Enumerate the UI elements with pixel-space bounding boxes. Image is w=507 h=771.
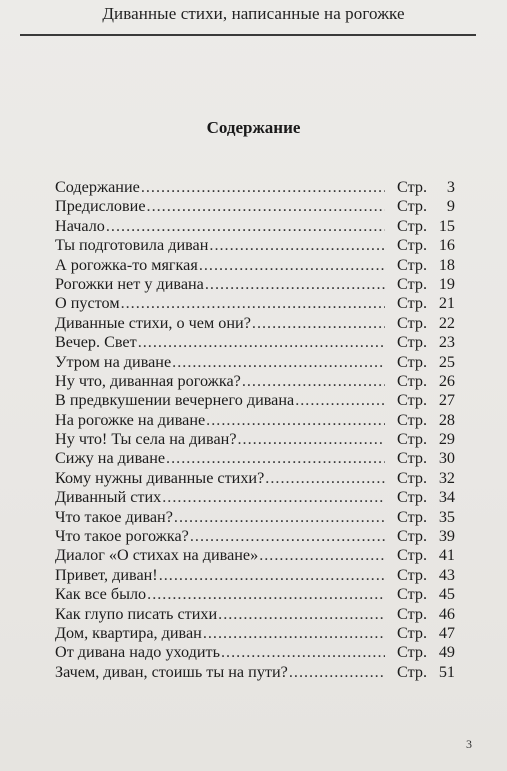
toc-entry-title: Диванный стих [55, 488, 162, 507]
toc-entry-leader [55, 275, 385, 294]
toc-entry-page-label: Стр. [397, 430, 427, 449]
toc-entry [55, 449, 455, 468]
toc-entry-page-number: 34 [438, 488, 455, 507]
toc-entry [55, 353, 455, 372]
toc-entry-leader [55, 411, 385, 430]
dot-leader [141, 178, 385, 197]
toc-entry-page-number: 16 [438, 236, 455, 255]
toc-entry [55, 643, 455, 662]
toc-entry-leader [55, 217, 385, 236]
dot-leader [190, 527, 385, 546]
toc-entry [55, 197, 455, 216]
toc-entry-page-number: 39 [438, 527, 455, 546]
toc-entry [55, 546, 455, 565]
toc-entry-title: Диванные стихи, о чем они? [55, 313, 251, 332]
toc-entry [55, 275, 455, 294]
toc-entry [55, 178, 455, 197]
toc-entry-title: На рогожке на диване [55, 410, 206, 429]
toc-entry-page-number: 18 [438, 255, 455, 274]
toc-entry-page-label: Стр. [397, 216, 427, 235]
toc-entry-page-label: Стр. [397, 197, 427, 216]
dot-leader [138, 333, 385, 352]
toc-entry-page-label: Стр. [397, 236, 427, 255]
toc-entry-leader [55, 333, 385, 352]
toc-entry [55, 624, 455, 643]
toc-entry-page-number: 19 [438, 274, 455, 293]
toc-entry-page-number: 30 [438, 449, 455, 468]
dot-leader [221, 643, 385, 662]
toc-entry-page-label: Стр. [397, 333, 427, 352]
toc-entry-page-number: 23 [438, 333, 455, 352]
toc-entry-title: Ты подготовила диван [55, 236, 209, 255]
dot-leader [209, 236, 385, 255]
dot-leader [295, 391, 385, 410]
toc-entry-title: Зачем, диван, стоишь ты на пути? [55, 662, 288, 681]
toc-entry [55, 430, 455, 449]
toc-entry-title: Сижу на диване [55, 449, 166, 468]
toc-entry-page-number: 15 [438, 216, 455, 235]
toc-entry-page-label: Стр. [397, 449, 427, 468]
toc-entry-leader [55, 314, 385, 333]
toc-entry [55, 372, 455, 391]
toc-entry-page-label: Стр. [397, 294, 427, 313]
toc-entry-page-number: 27 [438, 391, 455, 410]
toc-entry-leader [55, 353, 385, 372]
dot-leader [106, 217, 385, 236]
header-rule [20, 34, 476, 36]
dot-leader [172, 353, 385, 372]
toc-entry-leader [55, 449, 385, 468]
toc-entry-page-number: 26 [438, 371, 455, 390]
toc-entry [55, 566, 455, 585]
toc-entry-leader [55, 643, 385, 662]
toc-entry-page-label: Стр. [397, 662, 427, 681]
toc-entry-title: Утром на диване [55, 352, 172, 371]
toc-entry-page-label: Стр. [397, 391, 427, 410]
toc-entry [55, 294, 455, 313]
toc-entry-title: В предвкушении вечернего дивана [55, 391, 295, 410]
toc-entry-page-label: Стр. [397, 546, 427, 565]
toc-entry-page-number: 22 [438, 313, 455, 332]
toc-entry-leader [55, 663, 385, 682]
toc-entry [55, 527, 455, 546]
running-header: Диванные стихи, написанные на рогожке [102, 4, 405, 23]
page-number: 3 [466, 737, 472, 751]
toc-entry-page-number: 41 [438, 546, 455, 565]
toc-entry-page-number: 9 [446, 197, 455, 216]
dot-leader [242, 372, 385, 391]
toc-entry-page-label: Стр. [397, 371, 427, 390]
dot-leader [238, 430, 386, 449]
toc-entry-title: Начало [55, 216, 105, 235]
toc-entry-page-label: Стр. [397, 274, 427, 293]
toc-entry-title: Что такое рогожка? [55, 527, 189, 546]
toc-entry-page-label: Стр. [397, 313, 427, 332]
dot-leader [218, 605, 385, 624]
toc-entry-title: А рогожка-то мягкая [55, 255, 198, 274]
toc-entry-page-label: Стр. [397, 488, 427, 507]
dot-leader [162, 488, 385, 507]
toc-entry-title: Что такое диван? [55, 507, 173, 526]
toc-entry-page-number: 35 [438, 507, 455, 526]
toc-entry-page-label: Стр. [397, 507, 427, 526]
toc-entry-page-number: 28 [438, 410, 455, 429]
dot-leader [159, 566, 385, 585]
toc-entry [55, 333, 455, 352]
toc-entry-title: Диалог «О стихах на диване» [55, 546, 259, 565]
toc-entry-page-label: Стр. [397, 565, 427, 584]
toc-entry-leader [55, 197, 385, 216]
toc-entry-title: Содержание [55, 178, 140, 196]
dot-leader [265, 469, 385, 488]
toc-entry [55, 391, 455, 410]
toc-entry-page-label: Стр. [397, 585, 427, 604]
dot-leader [166, 449, 385, 468]
toc-entry-page-number: 3 [446, 178, 455, 196]
toc-entry [55, 508, 455, 527]
dot-leader [147, 585, 385, 604]
toc-entry-page-label: Стр. [397, 623, 427, 642]
toc-entry-leader [55, 469, 385, 488]
toc-entry-title: От дивана надо уходить [55, 643, 220, 662]
toc-entry-page-number: 25 [438, 352, 455, 371]
toc-entry-leader [55, 294, 385, 313]
toc-entry-title: Ну что! Ты села на диван? [55, 430, 237, 449]
toc-entry [55, 217, 455, 236]
table-of-contents [55, 178, 455, 682]
toc-entry [55, 256, 455, 275]
toc-entry-leader [55, 256, 385, 275]
toc-entry-leader [55, 566, 385, 585]
toc-entry-page-label: Стр. [397, 255, 427, 274]
dot-leader [121, 294, 385, 313]
dot-leader [259, 546, 385, 565]
dot-leader [147, 197, 385, 216]
toc-entry [55, 469, 455, 488]
toc-entry-title: Дом, квартира, диван [55, 623, 202, 642]
toc-entry-leader [55, 546, 385, 565]
toc-entry [55, 488, 455, 507]
toc-entry-title: Как все было [55, 585, 147, 604]
toc-entry-page-label: Стр. [397, 468, 427, 487]
toc-entry-page-label: Стр. [397, 178, 427, 196]
toc-entry-page-number: 47 [438, 623, 455, 642]
toc-entry-title: Кому нужны диванные стихи? [55, 468, 265, 487]
toc-entry-page-label: Стр. [397, 527, 427, 546]
toc-entry-leader [55, 430, 385, 449]
toc-entry-leader [55, 585, 385, 604]
dot-leader [199, 256, 385, 275]
toc-entry-leader [55, 605, 385, 624]
dot-leader [203, 624, 385, 643]
toc-entry [55, 314, 455, 333]
toc-entry-page-number: 32 [438, 468, 455, 487]
toc-entry-page-number: 45 [438, 585, 455, 604]
toc-entry-page-label: Стр. [397, 643, 427, 662]
dot-leader [289, 663, 385, 682]
toc-entry-title: Вечер. Свет [55, 333, 137, 352]
toc-entry-page-number: 21 [438, 294, 455, 313]
dot-leader [205, 275, 385, 294]
toc-entry [55, 605, 455, 624]
toc-entry-page-label: Стр. [397, 410, 427, 429]
toc-entry-page-number: 29 [438, 430, 455, 449]
dot-leader [174, 508, 385, 527]
dot-leader [206, 411, 385, 430]
toc-entry-title: Ну что, диванная рогожка? [55, 371, 241, 390]
toc-entry-leader [55, 508, 385, 527]
toc-entry-leader [55, 624, 385, 643]
toc-entry-title: Предисловие [55, 197, 146, 216]
toc-entry-leader [55, 178, 385, 197]
toc-entry-page-number: 46 [438, 604, 455, 623]
toc-entry [55, 411, 455, 430]
toc-entry-title: О пустом [55, 294, 120, 313]
toc-entry-leader [55, 391, 385, 410]
toc-entry [55, 236, 455, 255]
toc-entry-leader [55, 236, 385, 255]
toc-entry-leader [55, 527, 385, 546]
toc-entry-title: Рогожки нет у дивана [55, 274, 204, 293]
toc-entry-leader [55, 372, 385, 391]
toc-title: Содержание [206, 118, 301, 137]
toc-entry-page-number: 49 [438, 643, 455, 662]
toc-entry-leader [55, 488, 385, 507]
toc-entry [55, 663, 455, 682]
toc-entry-title: Как глупо писать стихи [55, 604, 218, 623]
toc-entry-page-label: Стр. [397, 352, 427, 371]
toc-entry-page-label: Стр. [397, 604, 427, 623]
dot-leader [252, 314, 385, 333]
toc-entry-title: Привет, диван! [55, 565, 158, 584]
toc-entry-page-number: 51 [438, 662, 455, 681]
toc-entry [55, 585, 455, 604]
toc-entry-page-number: 43 [438, 565, 455, 584]
